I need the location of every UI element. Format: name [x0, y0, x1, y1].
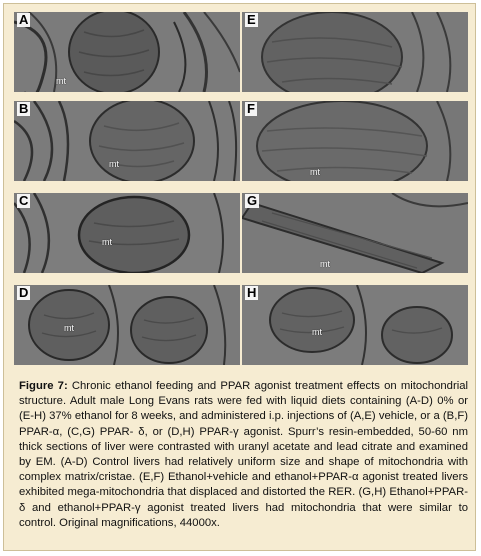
micrograph-panel-d: [14, 285, 240, 365]
panel-letter: B: [19, 101, 29, 116]
mitochondria-label: mt: [64, 323, 74, 333]
panel-letter: F: [247, 101, 255, 116]
micrograph-image: [242, 101, 468, 181]
micrograph-image: [14, 285, 240, 365]
mitochondria-label: mt: [310, 167, 320, 177]
mitochondria-label: mt: [56, 76, 66, 86]
panel-letter: G: [247, 193, 258, 208]
micrograph-panel-c: [14, 193, 240, 273]
figure-box: [3, 3, 476, 551]
caption-text: Chronic ethanol feeding and PPAR agonist treatment effects on mitochondrial structure. Adult male Long Evans rats were fed with liquid diets containing (A-D) 0% or (E-H) 37% ethanol for 8 weeks, and administered i.p. injections of (A,E) vehicle, or a (B,F) PPAR-α, (C,G) PPAR- δ, or (D,H) PPAR-γ agonist. Spurr’s resin-embedded, 50-60 nm thick sections of liver were contrasted with uranyl acetate and lead citrate and examined by EM. (A-D) Control livers had relatively uniform size and shape of mitochondria with complex matrix/cristae. (E,F) Ethanol+vehicle and ethanol+PPAR-α agonist treated livers exhibited mega-mitochondria that displaced and distorted the RER. (G,H) Ethanol+PPAR-δ and ethanol+PPAR-γ agonist treated livers had mitochondria that were similar to control. Original magnifications, 44000x.: [19, 380, 469, 529]
micrograph-image: [242, 193, 468, 273]
micrograph-panel-h: [242, 285, 468, 365]
micrograph-panel-g: [242, 193, 468, 273]
micrograph-image: [14, 12, 240, 92]
micrograph-panel-e: [242, 12, 468, 92]
panel-letter: E: [247, 12, 256, 27]
mitochondria-label: mt: [102, 237, 112, 247]
figure-label: Figure 7:: [19, 380, 68, 392]
micrograph-image: [242, 285, 468, 365]
mitochondria-label: mt: [320, 259, 330, 269]
micrograph-panel-f: [242, 101, 468, 181]
figure-caption: [19, 379, 468, 531]
mitochondria-label: mt: [109, 159, 119, 169]
mitochondria-label: mt: [312, 327, 322, 337]
micrograph-image: [14, 101, 240, 181]
panel-letter: H: [247, 285, 257, 300]
micrograph-panel-b: [14, 101, 240, 181]
micrograph-image: [242, 12, 468, 92]
panel-letter: D: [19, 285, 29, 300]
panel-letter: C: [19, 193, 29, 208]
micrograph-panel-a: [14, 12, 240, 92]
panel-letter: A: [19, 12, 29, 27]
micrograph-image: [14, 193, 240, 273]
